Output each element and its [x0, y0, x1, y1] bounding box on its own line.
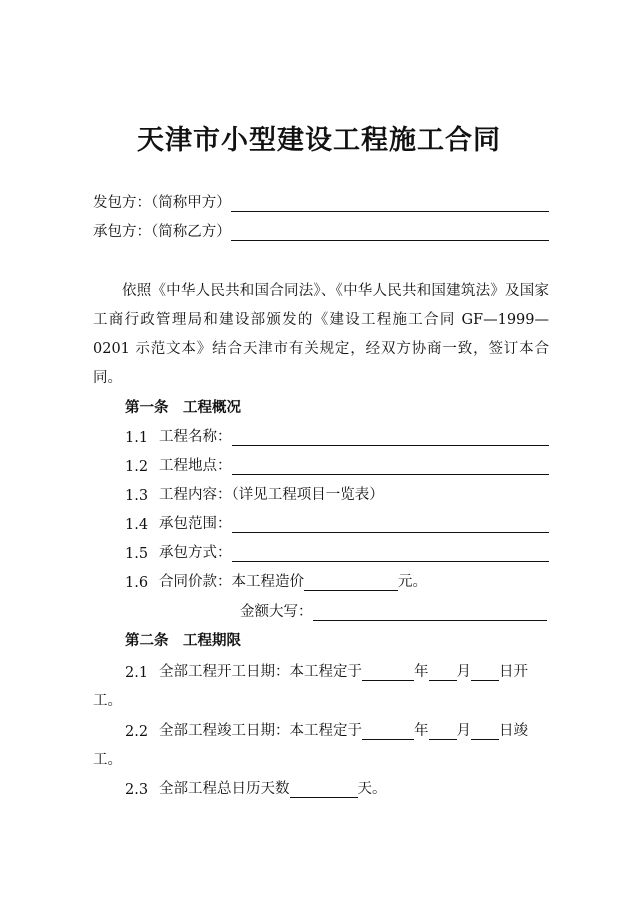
item-1-1: 1.1 工程名称： [125, 422, 549, 446]
total-days-label: 全部工程总日历天数 [159, 781, 290, 797]
start-date-label: 全部工程开工日期：本工程定于 [159, 664, 362, 680]
intro-paragraph: 依照《中华人民共和国合同法》、《中华人民共和国建筑法》及国家工商行政管理局和建设部颁发的《建设工程施工合同 GF—1999—0201 示范文本》结合天津市有关规定，经双方协商一致，签订本合同。 [93, 283, 549, 386]
start-year-blank[interactable] [362, 662, 414, 681]
party-b-line [93, 217, 549, 241]
amount-words-blank[interactable] [313, 602, 548, 621]
item-1-4-label: 承包范围： [159, 516, 232, 532]
item-1-3-label: 工程内容：（详见工程项目一览表） [159, 487, 384, 503]
amount-words-line [240, 597, 547, 621]
item-1-5: 1.5 承包方式： [125, 538, 549, 562]
item-2-2-wrap: 工。 [93, 752, 122, 768]
total-days-blank[interactable] [290, 779, 358, 798]
party-a-line [93, 188, 549, 212]
article-2-heading: 第二条 工程期限 [125, 632, 241, 649]
item-1-5-label: 承包方式： [159, 545, 232, 561]
end-year-blank[interactable] [362, 721, 414, 740]
party-a-label: 发包方：（简称甲方） [93, 195, 231, 211]
end-day-blank[interactable] [471, 721, 499, 740]
scope-blank[interactable] [232, 514, 550, 533]
price-label: 合同价款：本工程造价 [159, 574, 304, 590]
item-2-1: 2.1 全部工程开工日期：本工程定于 年 月 日开 [125, 657, 549, 681]
item-2-2: 2.2 全部工程竣工日期：本工程定于 年 月 日竣 [125, 716, 549, 740]
party-b-blank[interactable] [231, 222, 549, 241]
item-2-3: 2.3 全部工程总日历天数 天。 [125, 774, 549, 798]
item-1-2-label: 工程地点： [159, 458, 232, 474]
end-month-blank[interactable] [429, 721, 457, 740]
amount-words-label: 金额大写： [240, 604, 313, 620]
item-1-2: 1.2 工程地点： [125, 451, 549, 475]
project-location-blank[interactable] [232, 456, 550, 475]
start-day-blank[interactable] [471, 662, 499, 681]
price-unit: 元。 [398, 574, 427, 590]
item-1-3: 1.3 工程内容：（详见工程项目一览表） [125, 480, 549, 504]
item-1-1-label: 工程名称： [159, 429, 232, 445]
contract-method-blank[interactable] [232, 543, 550, 562]
project-name-blank[interactable] [232, 427, 550, 446]
start-month-blank[interactable] [429, 662, 457, 681]
article-1-heading: 第一条 工程概况 [125, 399, 241, 416]
end-date-label: 全部工程竣工日期：本工程定于 [159, 723, 362, 739]
document-title: 天津市小型建设工程施工合同 [137, 125, 501, 156]
item-1-6: 1.6 合同价款：本工程造价 元。 [125, 567, 549, 591]
price-blank[interactable] [304, 572, 398, 591]
item-1-4: 1.4 承包范围： [125, 509, 549, 533]
party-a-blank[interactable] [231, 193, 549, 212]
party-b-label: 承包方：（简称乙方） [93, 224, 231, 240]
item-2-1-wrap: 工。 [93, 693, 122, 709]
